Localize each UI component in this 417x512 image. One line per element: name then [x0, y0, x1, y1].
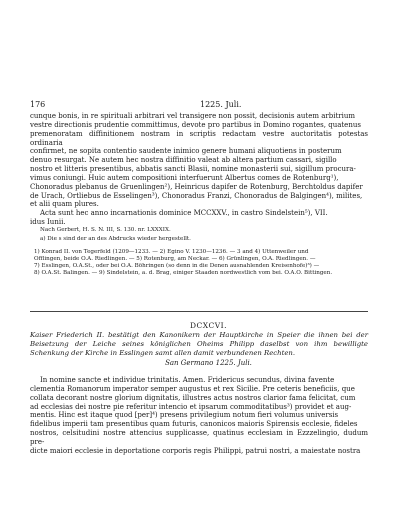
charter-text: [30, 376, 368, 456]
text-line: fidelibus imperii tam presentibus quam futuris, canonicos maioris Spirensis ecclesie, fideles: [30, 420, 358, 429]
text-line: nostro et litteris presentibus, abbatis sancti Blasii, nomine monasterii sui, sigillum procura-: [30, 165, 356, 174]
text-line: premenoratam diffinitionem nostram in scriptis redactam vestre auctoritatis potestas ordinaria: [30, 129, 368, 147]
charter-number: DCXCVI.: [190, 321, 227, 330]
text-line: nostros, celsitudini nostre attencius supplicasse, quatinus ecclesiam in Ezzzelingio, dudum pre-: [30, 429, 368, 446]
text-line: denuo resurgat. Ne autem hec nostra diffinitio valeat ab altera partium cassari, sigillo: [30, 156, 337, 165]
source-note: Nach Gerbert, H. S. N. III, S. 130. nr. LXXXIX.: [40, 226, 171, 233]
header-date: 1225. Juli.: [200, 100, 242, 109]
text-line: ad ecclesias dei nostre pie referitur intencio et ipsarum commoditatibus³) providet et aug-: [30, 402, 352, 411]
text-line: et alii quam plures.: [30, 200, 99, 209]
footnote-line: Offlingen, beide O.A. Riedlingen. — 5) Rotenburg, am Neckar. — 6) Grünlingen, O.A. Riedlingen. —: [34, 255, 316, 262]
text-line: confirmet, ne sopita contentio saudente inimico genere humani aliquotiens in posterum: [30, 147, 342, 156]
footnotes: [30, 249, 368, 277]
page-number: 176: [30, 100, 46, 109]
text-line: clementia Romanorum imperator semper augustus et rex Sicilie. Pre ceteris beneficiis, que: [30, 384, 355, 393]
closing-line-2: idus Iunii.: [30, 218, 66, 227]
text-line: de Urach, Ortliebus de Esselingen³), Chonoradus Franzi, Chonoradus de Balgingen⁴), milites,: [30, 191, 363, 200]
text-line: Chonoradus plebanus de Gruenlingen²), Heinricus dapifer de Rotenburg, Berchtoldus dapifer: [30, 182, 363, 191]
section-divider: [30, 311, 368, 312]
footnote-line: 1) Konrad II. von Tegerfeld (1209—1233. — 2) Egino V. 1230—1236. — 3 and 4) Uttenweiler und: [34, 248, 309, 255]
variant-note: a) Die s sind der an des Abdrucks wieder hergestellt.: [40, 235, 191, 242]
charter-text-continued: [30, 112, 368, 277]
text-line: vestre directionis prudentie committimus, devote pro partibus in Domino rogantes, quatenus: [30, 120, 361, 129]
text-line: vimus coniungi. Huic autem compositioni interfuerunt Albertus comes de Rotenburg¹),: [30, 173, 339, 182]
text-line: dicte maiori ecclesie in deportatione corporis regis Philippi, patrui nostri, a maiestate nostra: [30, 446, 361, 455]
text-line: cunque bonis, in re spirituali arbitrari vel transigere non possit, decisionis autem arbitrium: [30, 112, 356, 120]
charter-summary: Kaiser Friederich II. bestätigt den Kanonikern der Hauptkirche in Speier die ihnen bei der Beisetzung der Leiche seines königlichen Oheims Philipp daselbst von ihm bewilligte Schenkung der Kirche in Esslingen samt allen damit verbundenen Rechten.: [30, 331, 368, 357]
charter-place-date: San Germano 1225. Juli.: [165, 359, 252, 367]
footnote-line: 7) Esslingen, O.A.St., oder bei O.A. Böhringen (so denn in die Denen ausnahlenden Kreisenhofe)³) —: [34, 262, 320, 269]
closing-line: Acta sunt hec anno incarnationis dominice MCCXXV., in castro Sindelstein⁵), VII.: [40, 209, 328, 218]
page-header: [30, 100, 370, 109]
text-line: In nomine sancte et individue trinitatis. Amen. Fridericus secundus, divina favente: [40, 376, 335, 384]
text-line: mentis. Hinc est itaque quod [per]⁴) presens privilegium notum fieri volumus universis: [30, 411, 339, 420]
footnote-line: 8) O.A.St. Balingen. — 9) Sindelstein, a. d. Brag, einiger Staaden nordwestlich vom bei. O.A.O. Bittingen.: [34, 269, 333, 276]
text-line: collata decorant nostre glorium dignitatis, illustres actus nostros clarior fama felicitat, cum: [30, 393, 356, 402]
